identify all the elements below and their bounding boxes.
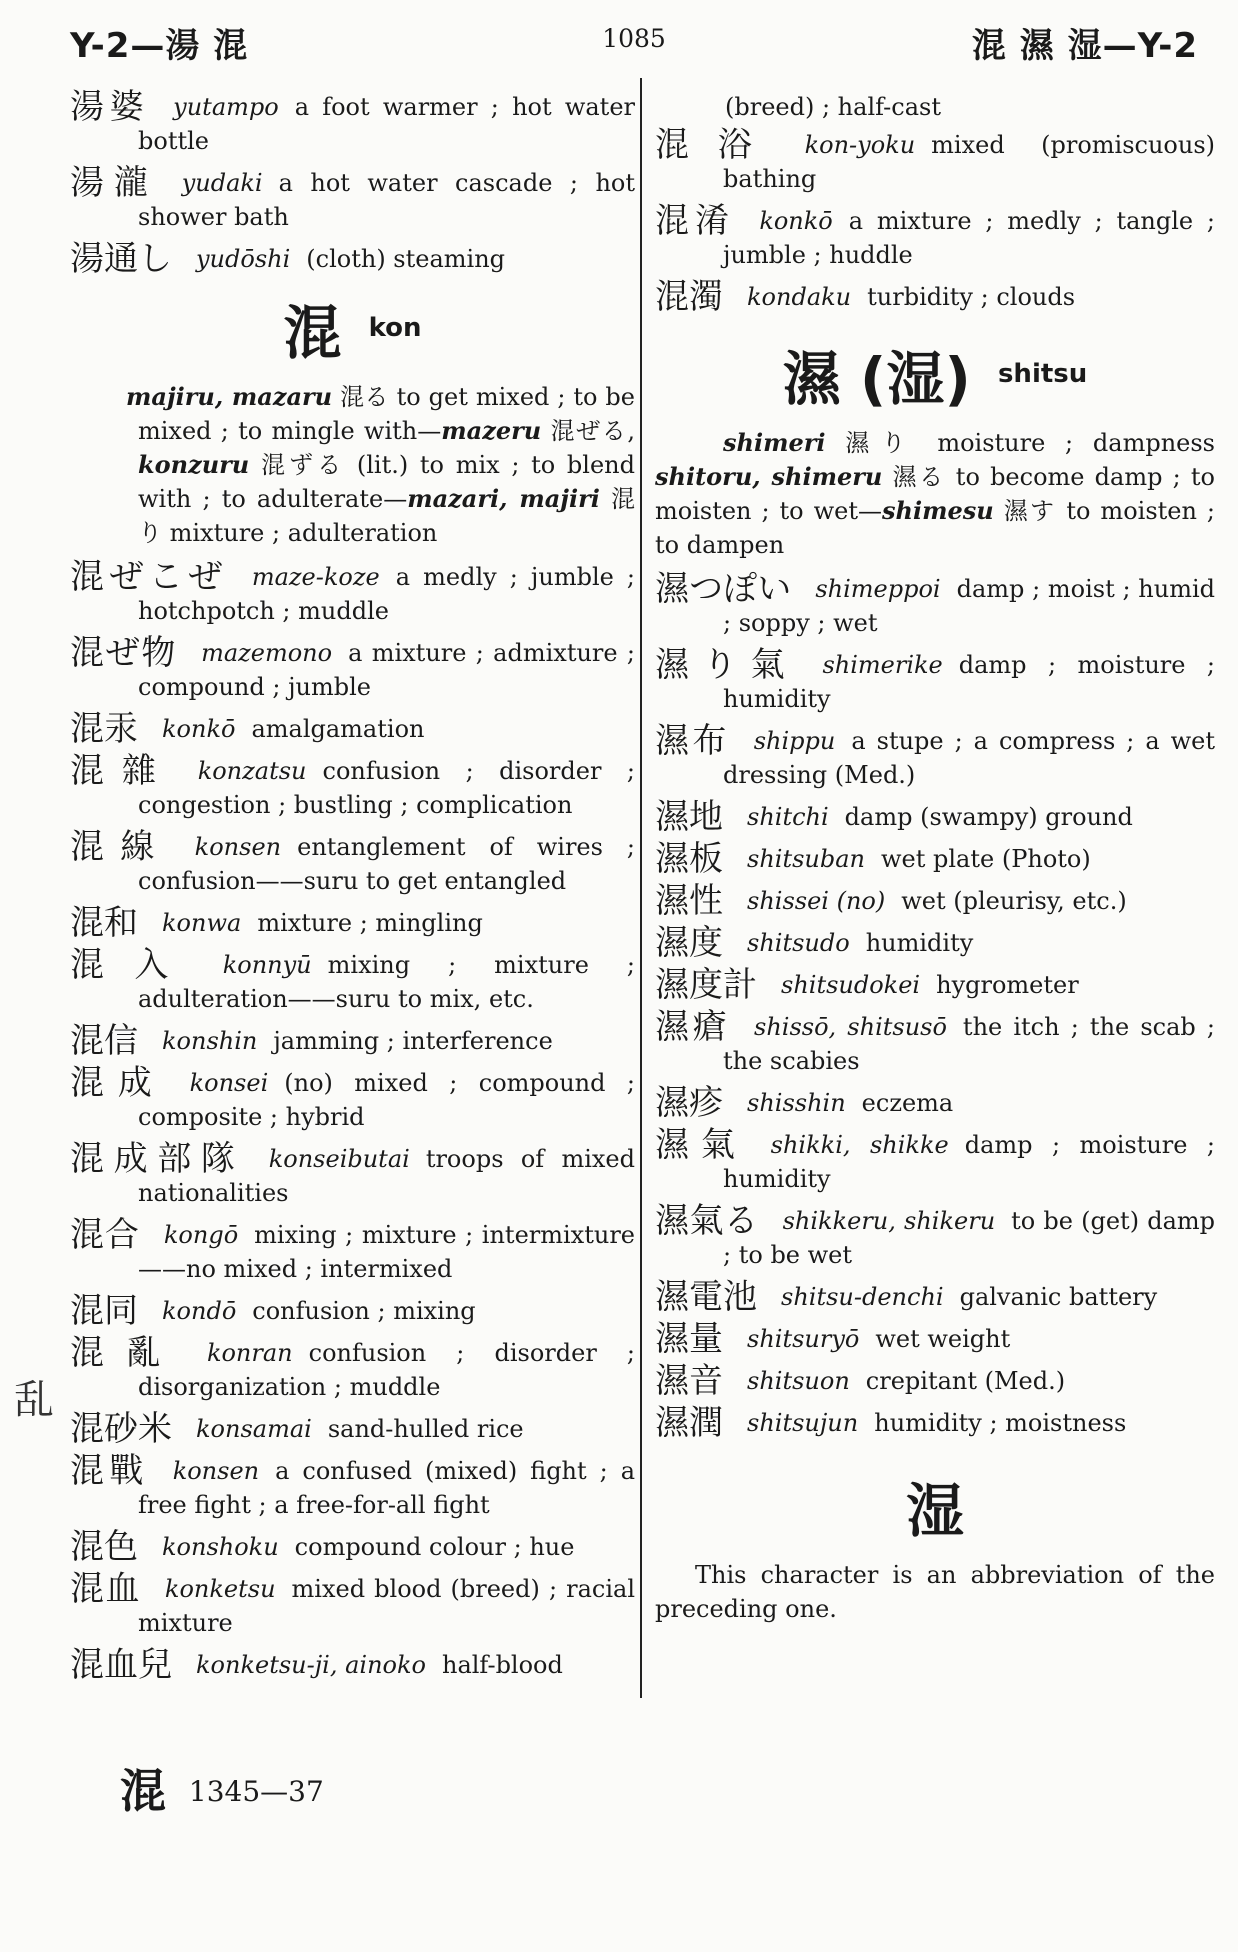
entry-kanji: 濕板 bbox=[655, 839, 723, 879]
dictionary-entry bbox=[70, 87, 636, 158]
entry-kanji: 濕潤 bbox=[655, 1403, 723, 1443]
entry-definition: humidity bbox=[865, 929, 974, 957]
dictionary-entry bbox=[70, 1063, 636, 1134]
entry-romaji: shippu bbox=[753, 727, 836, 755]
entry-romaji: shissō, shitsusō bbox=[754, 1013, 947, 1041]
right-entries-top bbox=[655, 125, 1216, 317]
dictionary-entry bbox=[70, 557, 636, 628]
entry-definition: a confused (mixed) fight ; a free fight ; a free-for-all fight bbox=[138, 1457, 635, 1519]
entry-kanji: 濕り氣 bbox=[655, 645, 799, 685]
dictionary-entry bbox=[655, 1361, 1215, 1401]
entry-definition: (cloth) steaming bbox=[306, 245, 506, 273]
entry-kanji: 濕氣る bbox=[655, 1201, 759, 1241]
continuation-text: (breed) ; half-cast bbox=[725, 93, 941, 121]
footer-code: 1345—37 bbox=[188, 1775, 324, 1808]
entry-definition: hygrometer bbox=[936, 971, 1079, 999]
intro-term: mazeru bbox=[441, 416, 542, 445]
heading-romaji: shitsu bbox=[997, 359, 1088, 389]
entry-romaji: konsamai bbox=[196, 1415, 312, 1443]
entry-kanji: 混入 bbox=[70, 945, 199, 985]
left-entries-top bbox=[70, 87, 636, 279]
entry-kanji: 混血兒 bbox=[70, 1645, 172, 1685]
entry-definition: jamming ; interference bbox=[273, 1027, 553, 1055]
entry-kanji: 混線 bbox=[70, 827, 171, 867]
entry-kanji: 混成部隊 bbox=[70, 1139, 245, 1179]
entry-romaji: konsen bbox=[172, 1457, 260, 1485]
intro-term: konzuru bbox=[138, 450, 250, 479]
dictionary-entry bbox=[70, 1021, 635, 1061]
entry-definition: the itch ; the scab ; the scabies bbox=[723, 1013, 1215, 1075]
entry-definition: wet (pleurisy, etc.) bbox=[901, 887, 1127, 915]
dictionary-entry bbox=[655, 125, 1216, 196]
entry-romaji: shissei (no) bbox=[747, 887, 886, 915]
entry-definition: mixing ; mixture ; intermixture——no mixed ; intermixed bbox=[138, 1221, 635, 1283]
entry-romaji: konketsu bbox=[164, 1575, 276, 1603]
page-footer bbox=[120, 1755, 324, 1821]
dictionary-entry bbox=[70, 709, 635, 749]
entry-romaji: konkō bbox=[759, 207, 833, 235]
entry-definition: a medly ; jumble ; hotchpotch ; muddle bbox=[138, 563, 636, 625]
entry-definition: eczema bbox=[861, 1089, 954, 1117]
dictionary-entry bbox=[655, 721, 1215, 792]
header-left: Y-2—湯 混 bbox=[70, 26, 249, 66]
dictionary-entry bbox=[655, 1277, 1215, 1317]
entry-romaji: konwa bbox=[162, 909, 242, 937]
intro-term: mazari, majiri bbox=[407, 484, 600, 513]
entry-definition: compound colour ; hue bbox=[294, 1533, 575, 1561]
intro-paragraph-kon bbox=[70, 380, 635, 550]
entry-romaji: yudaki bbox=[181, 169, 263, 197]
entry-definition: confusion ; disorder ; disorganization ; muddle bbox=[138, 1339, 635, 1401]
entry-romaji: konsen bbox=[194, 833, 282, 861]
entry-definition: a mixture ; admixture ; compound ; jumble bbox=[138, 639, 635, 701]
entry-romaji: konshin bbox=[162, 1027, 258, 1055]
entry-definition: a stupe ; a compress ; a wet dressing (Med.) bbox=[723, 727, 1215, 789]
entry-definition: mixed (promiscuous) bathing bbox=[723, 131, 1216, 193]
entry-definition: mixed blood (breed) ; racial mixture bbox=[138, 1575, 635, 1637]
entry-kanji: 混同 bbox=[70, 1291, 138, 1331]
entry-romaji: shitchi bbox=[747, 803, 829, 831]
dictionary-entry bbox=[70, 1215, 635, 1286]
right-column bbox=[655, 90, 1215, 1636]
entry-definition: a mixture ; medly ; tangle ; jumble ; huddle bbox=[723, 207, 1215, 269]
entry-kanji: 濕度計 bbox=[655, 965, 757, 1005]
left-column bbox=[70, 87, 636, 1690]
entry-romaji: konseibutai bbox=[268, 1145, 410, 1173]
entry-romaji: konshoku bbox=[162, 1533, 279, 1561]
entry-definition: turbidity ; clouds bbox=[867, 283, 1076, 311]
entry-kanji: 濕つぽい bbox=[655, 569, 792, 609]
entry-kanji: 湯瀧 bbox=[70, 163, 158, 203]
entry-romaji: shikkeru, shikeru bbox=[782, 1207, 996, 1235]
entry-kanji: 混汞 bbox=[70, 709, 138, 749]
dictionary-entry bbox=[655, 881, 1215, 921]
entry-romaji: yudōshi bbox=[196, 245, 291, 273]
dictionary-entry bbox=[70, 751, 635, 822]
dictionary-entry bbox=[70, 1139, 635, 1210]
dictionary-entry bbox=[655, 1403, 1215, 1443]
margin-annotation: 乱 bbox=[14, 1377, 54, 1423]
entry-kanji: 混戰 bbox=[70, 1451, 149, 1491]
entry-kanji: 湯婆 bbox=[70, 87, 150, 127]
entry-kanji: 濕電池 bbox=[655, 1277, 757, 1317]
dictionary-entry bbox=[655, 201, 1215, 272]
heading-kanji: 混 bbox=[283, 299, 342, 367]
entry-definition: damp ; moist ; humid ; soppy ; wet bbox=[723, 575, 1215, 637]
intro-text: 濕り moisture ; dampness bbox=[825, 429, 1215, 457]
intro-text: 濕る to become damp ; to moisten ; to wet— bbox=[655, 463, 1215, 525]
entry-definition: wet weight bbox=[875, 1325, 1011, 1353]
entry-definition: crepitant (Med.) bbox=[865, 1367, 1066, 1395]
intro-term: shitoru, shimeru bbox=[655, 462, 883, 491]
entry-kanji: 濕量 bbox=[655, 1319, 723, 1359]
entry-kanji: 混ぜ物 bbox=[70, 633, 178, 673]
entry-kanji: 混雜 bbox=[70, 751, 174, 791]
entry-kanji: 混和 bbox=[70, 903, 138, 943]
entry-definition: to be (get) damp ; to be wet bbox=[723, 1207, 1216, 1269]
entry-kanji: 濕疹 bbox=[655, 1083, 723, 1123]
entry-romaji: konnyū bbox=[222, 951, 312, 979]
entry-romaji: shitsuban bbox=[747, 845, 865, 873]
entry-romaji: mazemono bbox=[201, 639, 333, 667]
entry-kanji: 混成 bbox=[70, 1063, 166, 1103]
entry-romaji: konketsu-ji, ainoko bbox=[196, 1651, 426, 1679]
entry-romaji: shitsuryō bbox=[747, 1325, 860, 1353]
dictionary-entry bbox=[70, 239, 635, 279]
entry-kanji: 混砂米 bbox=[70, 1409, 172, 1449]
entry-romaji: shitsujun bbox=[747, 1409, 859, 1437]
intro-term: majiru, mazaru bbox=[126, 382, 333, 411]
dictionary-entry bbox=[655, 645, 1216, 716]
left-entries bbox=[70, 557, 636, 1685]
entry-definition: a foot warmer ; hot water bottle bbox=[138, 93, 636, 155]
section-heading-kon bbox=[70, 286, 635, 370]
dictionary-entry bbox=[70, 633, 635, 704]
entry-definition: confusion ; mixing bbox=[252, 1297, 476, 1325]
entry-kanji: 混ぜこぜ bbox=[70, 557, 228, 597]
intro-text: 混り mixture ; adulteration bbox=[138, 485, 635, 547]
entry-definition: wet plate (Photo) bbox=[881, 845, 1091, 873]
entry-romaji: shitsuon bbox=[747, 1367, 850, 1395]
entry-romaji: konsei bbox=[189, 1069, 269, 1097]
entry-romaji: konran bbox=[206, 1339, 293, 1367]
entry-kanji: 混淆 bbox=[655, 201, 736, 241]
dictionary-entry bbox=[70, 1291, 635, 1331]
entry-definition: galvanic battery bbox=[959, 1283, 1158, 1311]
intro-text: 混ぜる, bbox=[541, 417, 635, 445]
page-header bbox=[70, 18, 1198, 78]
entry-kanji: 濕地 bbox=[655, 797, 723, 837]
intro-paragraph-shitsu bbox=[655, 426, 1215, 562]
dictionary-entry bbox=[655, 1125, 1216, 1196]
entry-kanji: 濕氣 bbox=[655, 1125, 747, 1165]
abbreviation-note: This character is an abbreviation of the preceding one. bbox=[655, 1561, 1215, 1623]
entry-definition: a hot water cascade ; hot shower bath bbox=[138, 169, 635, 231]
entry-romaji: kondaku bbox=[747, 283, 852, 311]
entry-kanji: 混浴 bbox=[655, 125, 781, 165]
entry-romaji: shimerike bbox=[822, 651, 943, 679]
entry-definition: mixture ; mingling bbox=[257, 909, 483, 937]
right-entries bbox=[655, 569, 1216, 1443]
entry-kanji: 濕瘡 bbox=[655, 1007, 730, 1047]
entry-definition: entanglement of wires ; confusion——suru to get entangled bbox=[138, 833, 636, 895]
dictionary-entry bbox=[655, 1083, 1215, 1123]
dictionary-entry bbox=[655, 923, 1215, 963]
entry-romaji: shitsu-denchi bbox=[781, 1283, 944, 1311]
entry-kanji: 混色 bbox=[70, 1527, 138, 1567]
section-heading-shitsu bbox=[655, 332, 1215, 416]
dictionary-entry bbox=[655, 569, 1215, 640]
entry-romaji: shitsudo bbox=[747, 929, 850, 957]
entry-kanji: 混亂 bbox=[70, 1333, 183, 1373]
entry-kanji: 湯通し bbox=[70, 239, 172, 279]
entry-definition: confusion ; disorder ; congestion ; bustling ; complication bbox=[138, 757, 635, 819]
entry-definition: (no) mixed ; compound ; composite ; hybrid bbox=[138, 1069, 636, 1131]
heading-kanji: 濕 bbox=[782, 345, 841, 413]
entry-romaji: kongō bbox=[163, 1221, 239, 1249]
entry-definition: amalgamation bbox=[251, 715, 425, 743]
dictionary-entry bbox=[70, 1409, 635, 1449]
dictionary-entry bbox=[655, 1007, 1215, 1078]
entry-kanji: 濕音 bbox=[655, 1361, 723, 1401]
dictionary-entry bbox=[655, 277, 1215, 317]
dictionary-entry bbox=[70, 163, 635, 234]
dictionary-entry bbox=[70, 945, 635, 1016]
entry-romaji: kon-yoku bbox=[804, 131, 916, 159]
dictionary-entry bbox=[655, 965, 1215, 1005]
entry-romaji: konzatsu bbox=[197, 757, 307, 785]
dictionary-entry bbox=[70, 1451, 635, 1522]
entry-kanji: 混信 bbox=[70, 1021, 138, 1061]
intro-term: shimesu bbox=[882, 496, 994, 525]
entry-definition: half-blood bbox=[441, 1651, 563, 1679]
entry-romaji: shikki, shikke bbox=[770, 1131, 949, 1159]
entry-kanji: 濕布 bbox=[655, 721, 730, 761]
entry-kanji: 濕度 bbox=[655, 923, 723, 963]
dictionary-entry bbox=[655, 839, 1215, 879]
heading-kanji: 湿 bbox=[905, 1477, 964, 1545]
entry-definition: humidity ; moistness bbox=[874, 1409, 1127, 1437]
dictionary-entry bbox=[70, 1333, 635, 1404]
dictionary-entry bbox=[70, 1569, 635, 1640]
dictionary-entry bbox=[655, 797, 1215, 837]
entry-romaji: kondō bbox=[162, 1297, 237, 1325]
entry-romaji: shimeppoi bbox=[815, 575, 941, 603]
entry-definition: troops of mixed nationalities bbox=[138, 1145, 635, 1207]
intro-term: shimeri bbox=[723, 428, 826, 457]
heading-alt-kanji: (湿) bbox=[859, 345, 971, 413]
entry-romaji: shisshin bbox=[747, 1089, 846, 1117]
dictionary-entry bbox=[655, 1319, 1215, 1359]
entry-kanji: 混血 bbox=[70, 1569, 141, 1609]
entry-romaji: maze-koze bbox=[251, 563, 380, 591]
column-divider bbox=[640, 78, 642, 1698]
entry-kanji: 混合 bbox=[70, 1215, 140, 1255]
dictionary-entry bbox=[70, 827, 636, 898]
header-right: 混 濕 湿—Y-2 bbox=[971, 26, 1198, 66]
heading-romaji: kon bbox=[368, 313, 422, 343]
dictionary-entry bbox=[70, 903, 635, 943]
page-number: 1085 bbox=[602, 24, 666, 53]
entry-romaji: konkō bbox=[162, 715, 236, 743]
dictionary-entry bbox=[70, 1527, 635, 1567]
entry-romaji: shitsudokei bbox=[781, 971, 921, 999]
entry-definition: sand-hulled rice bbox=[327, 1415, 524, 1443]
entry-definition: damp (swampy) ground bbox=[844, 803, 1133, 831]
intro-text: 濕す to moisten ; to dampen bbox=[655, 497, 1216, 559]
intro-text: 混る to get mixed ; to be mixed ; to mingle with— bbox=[138, 383, 635, 445]
dictionary-entry bbox=[70, 1645, 635, 1685]
entry-kanji: 混濁 bbox=[655, 277, 723, 317]
entry-romaji: yutampo bbox=[173, 93, 279, 121]
dictionary-entry bbox=[655, 1201, 1216, 1272]
footer-kanji: 混 bbox=[120, 1764, 166, 1818]
intro-text: 混ずる (lit.) to mix ; to blend with ; to adulterate— bbox=[138, 451, 635, 513]
section-heading-abbrev bbox=[655, 1464, 1215, 1548]
entry-definition: damp ; moisture ; humidity bbox=[723, 1131, 1216, 1193]
entry-definition: mixing ; mixture ; adulteration——suru to mix, etc. bbox=[138, 951, 635, 1013]
entry-definition: damp ; moisture ; humidity bbox=[723, 651, 1216, 713]
entry-kanji: 濕性 bbox=[655, 881, 723, 921]
